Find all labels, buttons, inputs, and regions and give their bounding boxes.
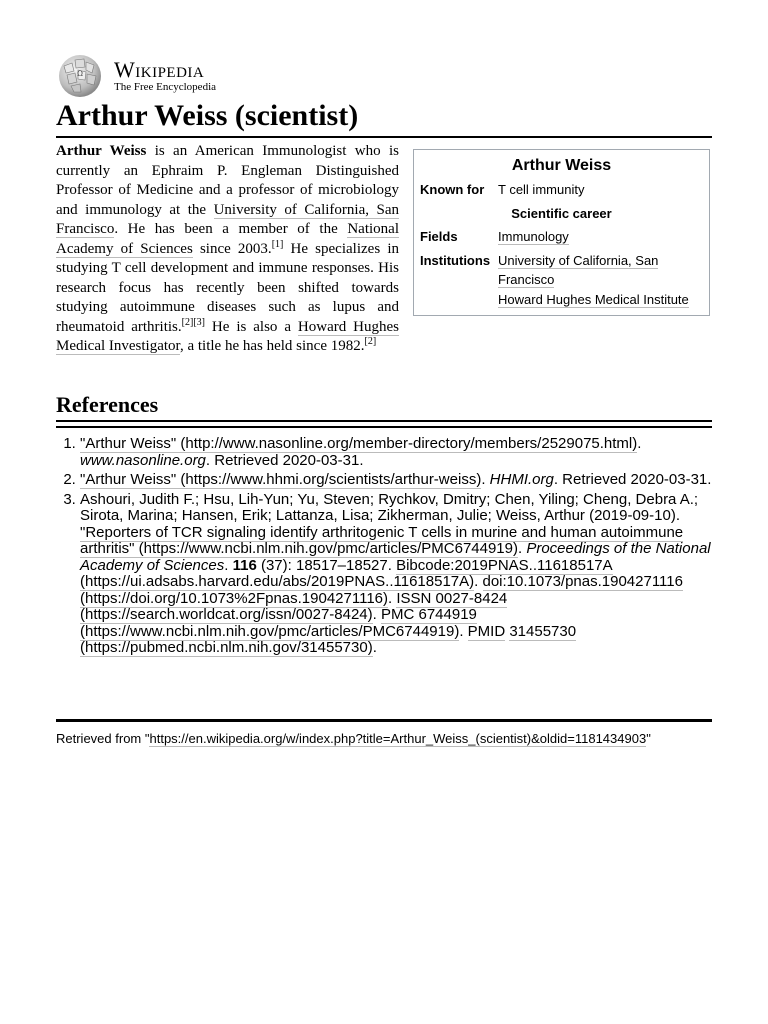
infobox-label: Known for — [420, 182, 485, 197]
ref-text: . — [388, 589, 397, 607]
reference-link[interactable]: "Arthur Weiss" (http://www.nasonline.org/member-directory/members/2529075.html) — [80, 435, 638, 452]
infobox-row-known-for — [420, 180, 703, 200]
link-institution-ucsf[interactable]: University of California, San Francisco — [498, 252, 659, 287]
link-nas[interactable]: National Academy of Sciences — [56, 221, 399, 257]
reference-item — [80, 472, 712, 489]
ref-text: . — [637, 435, 642, 452]
pmid-label-link[interactable]: PMID — [467, 622, 506, 640]
lead-text-1: is an American Immunologist who is currently an Ephraim P. Engleman Distinguished Professor of Medicine and a professor of microbiology and immunology at the — [56, 143, 399, 218]
reference-site: www.nasonline.org — [80, 451, 206, 469]
references-list — [56, 436, 712, 660]
pmid-link[interactable]: 31455730 (https://pubmed.ncbi.nlm.nih.gov/31455730) — [80, 622, 577, 656]
lead-subject: Arthur Weiss — [56, 143, 147, 159]
doi-link[interactable]: doi:10.1073/pnas.1904271116 (https://doi.org/10.1073%2Fpnas.1904271116) — [80, 573, 683, 607]
ref-text: . Retrieved 2020-03-31. — [553, 471, 712, 488]
infobox-value: T cell immunity — [498, 182, 585, 197]
lead-text-3: since 2003. — [192, 240, 272, 257]
link-ucsf[interactable]: University of California, San Francisco — [56, 201, 399, 237]
bibcode-link[interactable]: Bibcode:2019PNAS..11618517A (https://ui.adsabs.harvard.edu/abs/2019PNAS..11618517A) — [80, 556, 613, 590]
reference-link[interactable]: "Arthur Weiss" (https://www.hhmi.org/scientists/arthur-weiss) — [80, 471, 482, 488]
lead-text-5: He is also a — [204, 318, 298, 335]
reference-journal: Proceedings of the National Academy of Sciences — [80, 540, 711, 574]
ref-text: . Retrieved 2020-03-31. — [205, 451, 364, 469]
reference-volume: 116 — [232, 556, 257, 574]
link-hhmi[interactable]: Howard Hughes Medical Investigator — [56, 318, 399, 354]
link-institution-hhmi[interactable]: Howard Hughes Medical Institute — [498, 291, 689, 307]
footer-divider — [56, 719, 712, 722]
retrieved-from — [56, 730, 712, 747]
reference-item — [80, 492, 712, 657]
wordmark — [114, 56, 217, 94]
lead-paragraph — [56, 142, 399, 357]
link-immunology[interactable]: Immunology — [498, 229, 569, 244]
ref-text: . — [481, 471, 490, 488]
ref-text: . — [372, 606, 381, 623]
reference-authors: Ashouri, Judith F.; Hsu, Lih-Yun; Yu, Steven; Rychkov, Dmitry; Chen, Yiling; Cheng, Debra A.; Sirota, Marina; Hansen, Erik; Lattanza, Lisa; Zikherman, Julie; Weiss, Arthur (2019-09-10). — [80, 490, 699, 524]
infobox — [413, 149, 710, 316]
footer-suffix: " — [646, 731, 651, 746]
infobox-row-institutions — [420, 251, 703, 310]
lead-text-2: . He has been a member of the — [114, 221, 348, 237]
divider — [56, 426, 712, 428]
citation-1[interactable]: [1] — [271, 238, 284, 250]
wordmark-tagline: The Free Encyclopedia — [114, 80, 217, 93]
reference-site: HHMI.org — [489, 471, 554, 488]
infobox-title: Arthur Weiss — [511, 157, 612, 174]
wikipedia-globe-icon — [56, 54, 104, 98]
footer-prefix: Retrieved from " — [56, 731, 150, 746]
reference-item — [80, 436, 712, 469]
lead-text-6: , a title he has held since 1982. — [179, 338, 365, 354]
ref-text: (37): 18517–18527. — [256, 556, 397, 574]
ref-text: . — [459, 622, 468, 640]
ref-text: . — [474, 573, 483, 590]
citation-2[interactable]: [2] — [181, 316, 194, 328]
lead-text-4: He specializes in studying T cell development and immune responses. His research focus has recently been shifted towards studying autoimmune diseases such as lupus and rheumatoid arthritis. — [56, 240, 399, 335]
infobox-section-heading: Scientific career — [511, 205, 612, 221]
pmc-link[interactable]: PMC 6744919 (https://www.ncbi.nlm.nih.gov/pmc/articles/PMC6744919) — [80, 606, 477, 640]
page-title: Arthur Weiss (scientist) — [56, 96, 712, 138]
citation-4[interactable]: [2] — [364, 336, 377, 347]
issn-link[interactable]: ISSN 0027-8424 (https://search.worldcat.org/issn/0027-8424) — [80, 589, 508, 623]
infobox-label: Fields — [420, 229, 458, 244]
reference-title-link[interactable]: "Reporters of TCR signaling identify arthritogenic T cells in murine and human autoimmune arthritis" (https://www.ncbi.nlm.nih.gov/pmc/articles/PMC6744919) — [80, 523, 684, 557]
wordmark-name: Wikipedia — [114, 56, 205, 82]
svg-text:Ω: Ω — [77, 70, 83, 78]
ref-text: . — [518, 540, 527, 557]
retrieved-url-link[interactable]: https://en.wikipedia.org/w/index.php?title=Arthur_Weiss_(scientist)&oldid=1181434903 — [149, 731, 647, 746]
infobox-label: Institutions — [420, 252, 491, 268]
ref-text: . — [372, 639, 377, 656]
infobox-row-fields — [420, 227, 703, 247]
citation-3[interactable]: [3] — [193, 316, 205, 328]
site-logo[interactable] — [56, 54, 216, 98]
ref-text: . — [224, 556, 233, 574]
references-heading: References — [56, 390, 712, 422]
